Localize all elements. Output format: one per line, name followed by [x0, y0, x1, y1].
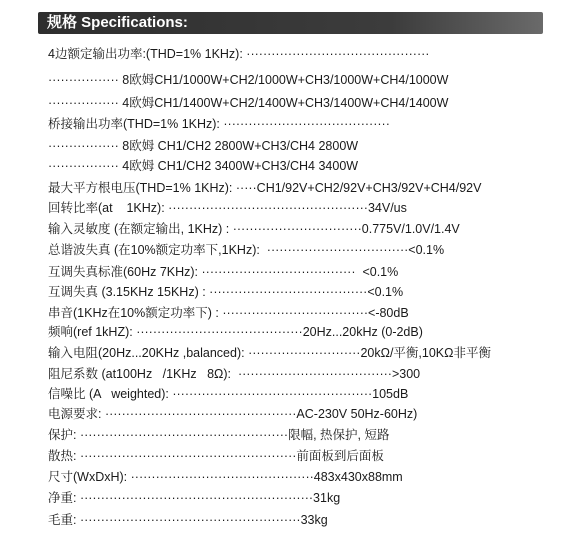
spec-line-frequency-response: 频响(ref 1kHZ): ········································20Hz...20kHz (0-2dB)	[48, 325, 423, 339]
spec-line-crosstalk: 串音(1KHz在10%额定功率下) : ···································<-80dB	[48, 306, 409, 320]
spec-line-bridge-output: 桥接输出功率(THD=1% 1KHz): ········································	[48, 117, 390, 131]
spec-line-protection: 保护: ··················································限幅, 热保护, 短路	[48, 428, 390, 442]
spec-line-4ohm-output: ················· 4欧姆CH1/1400W+CH2/1400W+CH3/1400W+CH4/1400W	[48, 96, 449, 110]
spec-line-dimensions: 尺寸(WxDxH): ············································483x430x88mm	[48, 470, 403, 484]
spec-line-imd-standard: 互调失真标准(60Hz 7KHz): ····································· <0.1%	[48, 265, 399, 279]
spec-line-rated-output: 4边额定输出功率:(THD=1% 1KHz): ············································	[48, 47, 430, 61]
section-header-bar	[38, 12, 543, 34]
spec-line-slew-rate: 回转比率(at 1KHz): ················································34V/us	[48, 201, 407, 215]
spec-line-thd: 总谐波失真 (在10%额定功率下,1KHz): ··································<0.1%	[48, 243, 445, 257]
spec-line-gross-weight: 毛重: ·····················································33kg	[48, 513, 328, 527]
spec-line-bridge-4ohm: ················· 4欧姆 CH1/CH2 3400W+CH3/CH4 3400W	[48, 159, 359, 173]
section-title: 规格 Specifications:	[47, 14, 188, 31]
spec-line-input-sensitivity: 输入灵敏度 (在额定输出, 1KHz) : ·······························0.775V/1.0V/1.4V	[48, 222, 460, 236]
spec-line-snr: 信噪比 (A weighted): ················································105dB	[48, 387, 409, 401]
spec-line-net-weight: 净重: ························································31kg	[48, 491, 341, 505]
spec-line-bridge-8ohm: ················· 8欧姆 CH1/CH2 2800W+CH3/CH4 2800W	[48, 139, 359, 153]
spec-line-max-rms-voltage: 最大平方根电压(THD=1% 1KHz): ·····CH1/92V+CH2/92V+CH3/92V+CH4/92V	[48, 181, 482, 195]
spec-line-8ohm-output: ················· 8欧姆CH1/1000W+CH2/1000W+CH3/1000W+CH4/1000W	[48, 73, 449, 87]
spec-line-power-requirement: 电源要求: ··············································AC-230V 50Hz-60Hz)	[48, 407, 418, 421]
spec-line-input-impedance: 输入电阻(20Hz...20KHz ,balanced): ···························20kΩ/平衡,10KΩ非平衡	[48, 346, 491, 360]
spec-line-cooling: 散热: ····················································前面板到后面板	[48, 449, 384, 463]
spec-line-imd: 互调失真 (3.15KHz 15KHz) : ······································<0.1%	[48, 285, 404, 299]
spec-line-damping-factor: 阻尼系数 (at100Hz /1KHz 8Ω): ·····································>300	[48, 367, 421, 381]
